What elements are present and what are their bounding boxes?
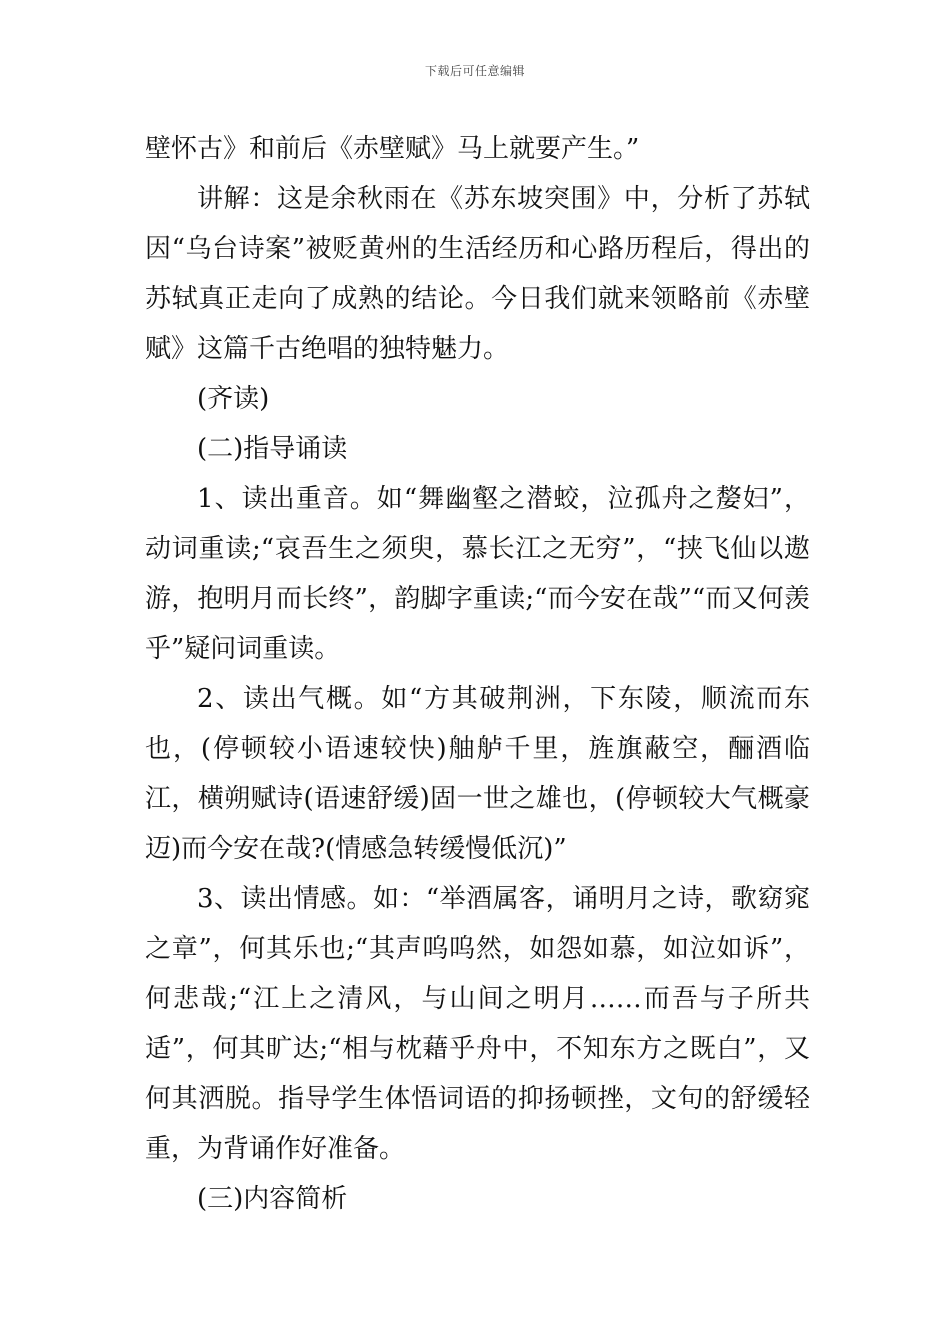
document-body: [145, 124, 810, 1224]
paragraph-momentum-reading: 2、读出气概。如“方其破荆洲，下东陵，顺流而东也，(停顿较小语速较快)舳舻千里，旌旗蔽空，酾酒临江，横朔赋诗(语速舒缓)固一世之雄也，(停顿较大气概豪迈)而今安在哉?(情感急转缓慢低沉)”: [145, 684, 810, 864]
paragraph-group-reading: (齐读): [197, 384, 270, 414]
section-heading-guided-recitation: (二)指导诵读: [197, 434, 348, 464]
paragraph-emotion-reading: 3、读出情感。如：“举酒属客，诵明月之诗，歌窈窕之章”，何其乐也;“其声呜呜然，如怨如慕，如泣如诉”，何悲哉;“江上之清风，与山间之明月……而吾与子所共适”，何其旷达;“相与枕藉乎舟中，不知东方之既白”，又何其洒脱。指导学生体悟词语的抑扬顿挫，文句的舒缓轻重，为背诵作好准备。: [145, 884, 810, 1164]
page-header: 下载后可任意编辑: [424, 64, 525, 78]
paragraph-continuation: 壁怀古》和前后《赤壁赋》马上就要产生。”: [145, 134, 640, 164]
paragraph-explanation: 讲解：这是余秋雨在《苏东坡突围》中，分析了苏轼因“乌台诗案”被贬黄州的生活经历和心路历程后，得出的苏轼真正走向了成熟的结论。今日我们就来领略前《赤壁赋》这篇千古绝唱的独特魅力。: [145, 184, 810, 364]
section-heading-content-analysis: (三)内容简析: [197, 1184, 348, 1214]
paragraph-stress-reading: 1、读出重音。如“舞幽壑之潜蛟，泣孤舟之嫠妇”，动词重读;“哀吾生之须臾，慕长江之无穷”，“挟飞仙以遨游，抱明月而长终”，韵脚字重读;“而今安在哉”“而又何羡乎”疑问词重读。: [145, 484, 810, 664]
